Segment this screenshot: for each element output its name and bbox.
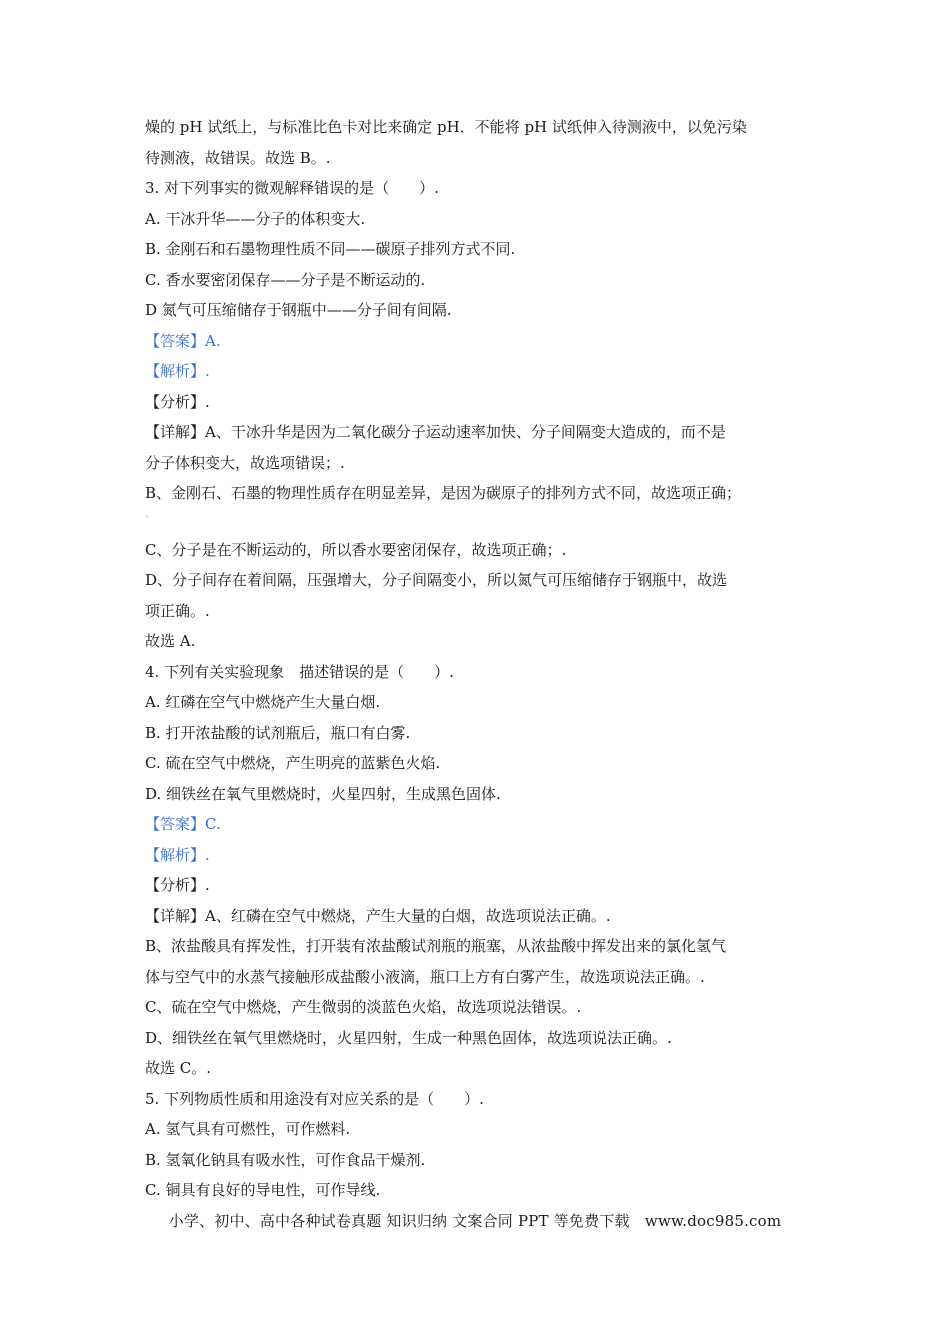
option-d: D. 细铁丝在氧气里燃烧时，火星四射，生成黑色固体. [145, 784, 501, 803]
fenxi-label: 【分析】. [145, 392, 210, 411]
question-3-stem: 3. 对下列事实的微观解释错误的是（ ）. [145, 179, 439, 197]
detail-text: 体与空气中的水蒸气接触形成盐酸小液滴，瓶口上方有白雾产生，故选项说法正确。. [145, 967, 705, 986]
detail-text: B、金刚石、石墨的物理性质存在明显差异，是因为碳原子的排列方式不同，故选项正确； [145, 484, 742, 502]
detail-text: B、浓盐酸具有挥发性，打开装有浓盐酸试剂瓶的瓶塞，从浓盐酸中挥发出来的氯化氢气 [145, 937, 727, 955]
analysis-label: 【解析】. [145, 845, 210, 864]
detail-text: 项正确。. [145, 601, 210, 620]
option-a: A. 干冰升华——分子的体积变大. [145, 209, 366, 228]
detail-text: 分子体积变大，故选项错误；. [145, 453, 345, 472]
detail-text: C、硫在空气中燃烧，产生微弱的淡蓝色火焰，故选项说法错误。. [145, 998, 582, 1016]
option-a: A. 氢气具有可燃性，可作燃料. [145, 1120, 351, 1138]
option-c: C. 硫在空气中燃烧，产生明亮的蓝紫色火焰. [145, 754, 441, 772]
option-a: A. 红磷在空气中燃烧产生大量白烟. [145, 693, 381, 711]
conclusion-text: 故选 A. [145, 632, 196, 650]
answer-label: 【答案】C. [145, 815, 221, 833]
question-4-stem: 4. 下列有关实验现象 描述错误的是（ ）. [145, 662, 454, 681]
detail-text: D、细铁丝在氧气里燃烧时，火星四射，生成一种黑色固体，故选项说法正确。. [145, 1028, 672, 1047]
detail-text: D、分子间存在着间隔，压强增大，分子间隔变小，所以氮气可压缩储存于钢瓶中，故选 [145, 571, 728, 589]
text-line: 燥的 pH 试纸上，与标准比色卡对比来确定 pH．不能将 pH 试纸伸入待测液中，以免污染 [145, 118, 747, 136]
question-5-stem: 5. 下列物质性质和用途没有对应关系的是（ ）. [145, 1089, 484, 1108]
conclusion-text: 故选 C。. [145, 1059, 212, 1077]
option-c: C. 铜具有良好的导电性，可作导线. [145, 1181, 381, 1199]
answer-label: 【答案】A. [145, 331, 221, 350]
option-b: B. 金刚石和石墨物理性质不同——碳原子排列方式不同. [145, 240, 516, 258]
option-b: B. 打开浓盐酸的试剂瓶后，瓶口有白雾. [145, 723, 411, 742]
analysis-label: 【解析】. [145, 362, 210, 380]
option-c: C. 香水要密闭保存——分子是不断运动的. [145, 270, 426, 289]
option-b: B. 氢氧化钠具有吸水性，可作食品干燥剂. [145, 1150, 426, 1169]
fenxi-label: 【分析】. [145, 876, 210, 894]
stray-mark: ` [145, 515, 150, 527]
option-d: D 氮气可压缩储存于钢瓶中——分子间有间隔. [145, 301, 452, 319]
detail-text: C、分子是在不断运动的，所以香水要密闭保存，故选项正确；. [145, 540, 567, 559]
detail-text: 【详解】A、红磷在空气中燃烧，产生大量的白烟，故选项说法正确。. [145, 906, 611, 925]
page-footer: 小学、初中、高中各种试卷真题 知识归纳 文案合同 PPT 等免费下载 www.doc985.com [168, 1212, 782, 1230]
detail-text: 【详解】A、干冰升华是因为二氧化碳分子运动速率加快、分子间隔变大造成的，而不是 [145, 423, 726, 441]
text-line: 待测液，故错误。故选 B。. [145, 148, 331, 167]
document-body [145, 112, 815, 1206]
